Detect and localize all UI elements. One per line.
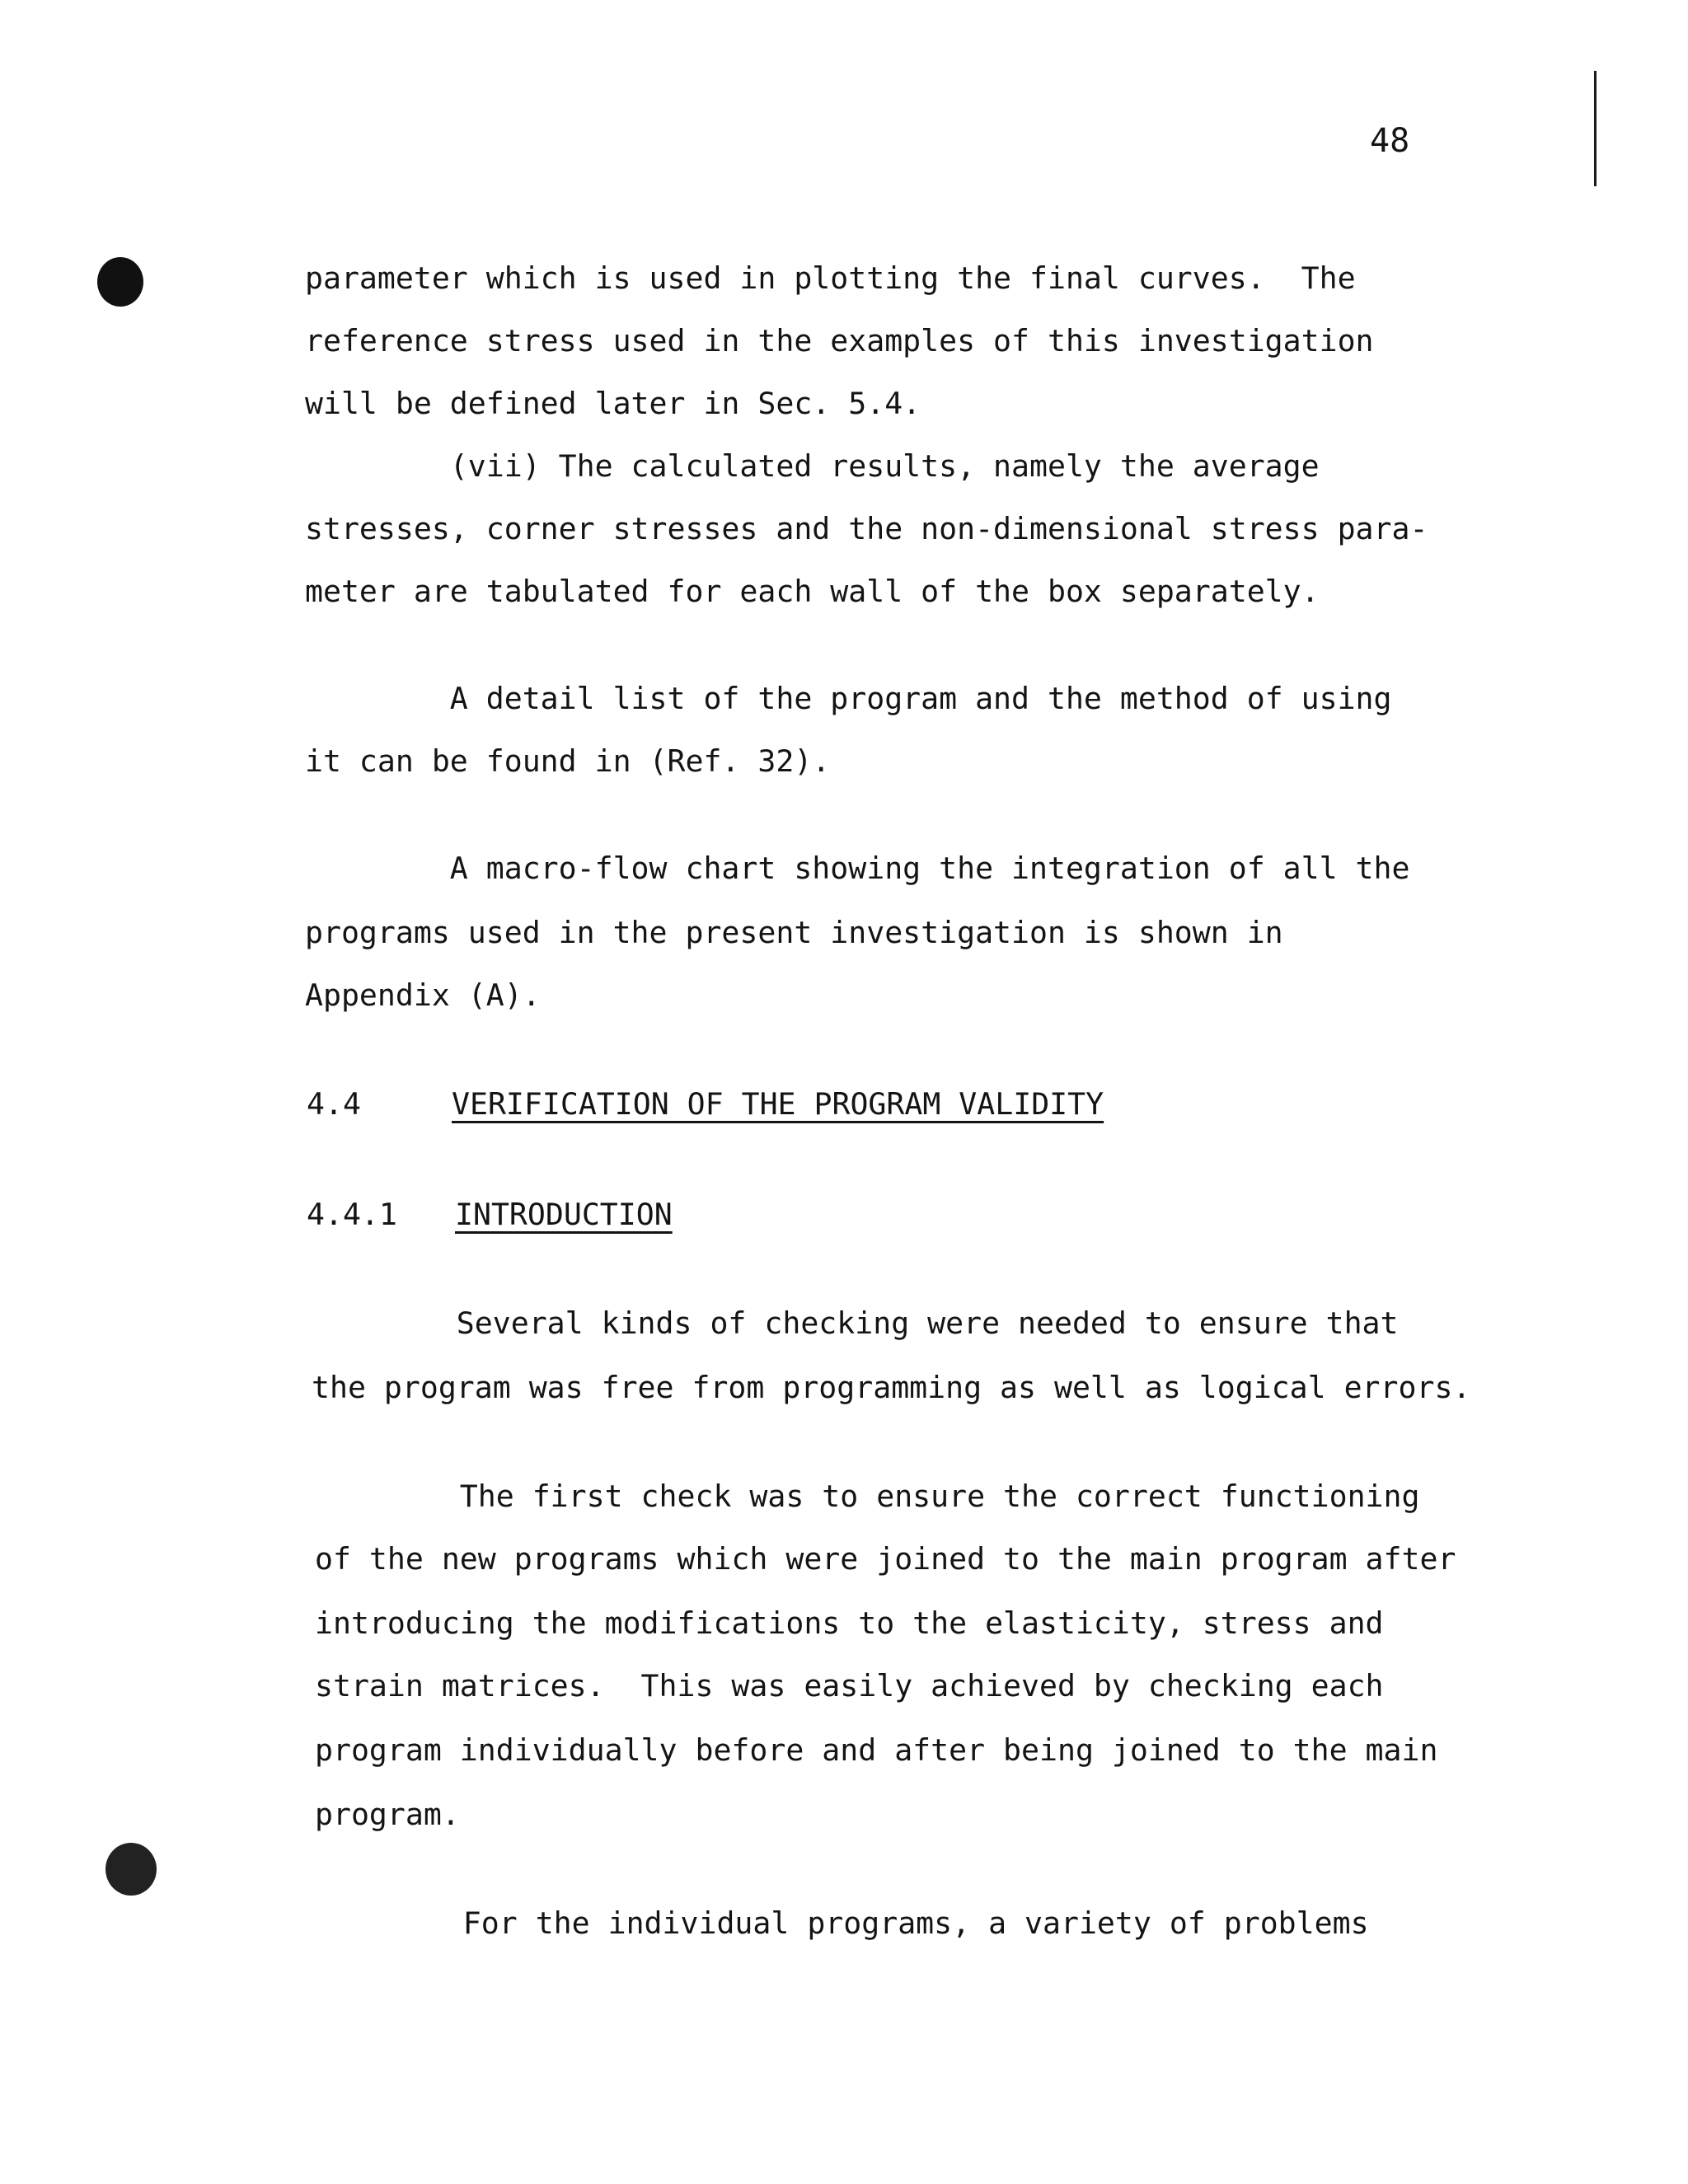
text-line: program individually before and after being joined to the main xyxy=(315,1732,1438,1768)
text-line: parameter which is used in plotting the final curves. The xyxy=(305,260,1356,296)
page-edge-line xyxy=(1594,71,1597,186)
text-line: Several kinds of checking were needed to ensure that xyxy=(312,1305,1399,1341)
text-line: Appendix (A). xyxy=(305,977,541,1013)
punch-hole-top xyxy=(97,257,143,307)
text-line: A macro-flow chart showing the integration of all the xyxy=(305,851,1410,886)
text-line: programs used in the present investigation is shown in xyxy=(305,915,1283,950)
punch-hole-bottom xyxy=(106,1843,157,1896)
section-title: VERIFICATION OF THE PROGRAM VALIDITY xyxy=(452,1086,1104,1122)
subsection-number: 4.4.1 xyxy=(307,1197,397,1232)
text-line: For the individual programs, a variety of problems xyxy=(318,1905,1369,1941)
text-line: stresses, corner stresses and the non-dimensional stress para- xyxy=(305,511,1428,546)
text-line: (vii) The calculated results, namely the average xyxy=(305,448,1320,484)
text-line: program. xyxy=(315,1797,460,1832)
text-line: will be defined later in Sec. 5.4. xyxy=(305,386,921,421)
page-number: 48 xyxy=(1370,122,1410,160)
text-line: of the new programs which were joined to the main program after xyxy=(315,1541,1456,1577)
text-line: meter are tabulated for each wall of the box separately. xyxy=(305,574,1320,609)
text-line: The first check was to ensure the correct functioning xyxy=(315,1479,1420,1514)
text-line: A detail list of the program and the method of using xyxy=(305,681,1392,716)
text-line: introducing the modifications to the elasticity, stress and xyxy=(315,1605,1384,1641)
subsection-title: INTRODUCTION xyxy=(455,1197,673,1232)
text-line: strain matrices. This was easily achieved by checking each xyxy=(315,1668,1384,1704)
text-line: reference stress used in the examples of this investigation xyxy=(305,323,1374,359)
text-line: it can be found in (Ref. 32). xyxy=(305,743,831,779)
section-number: 4.4 xyxy=(307,1086,361,1122)
text-line: the program was free from programming as well as logical errors. xyxy=(312,1370,1471,1405)
